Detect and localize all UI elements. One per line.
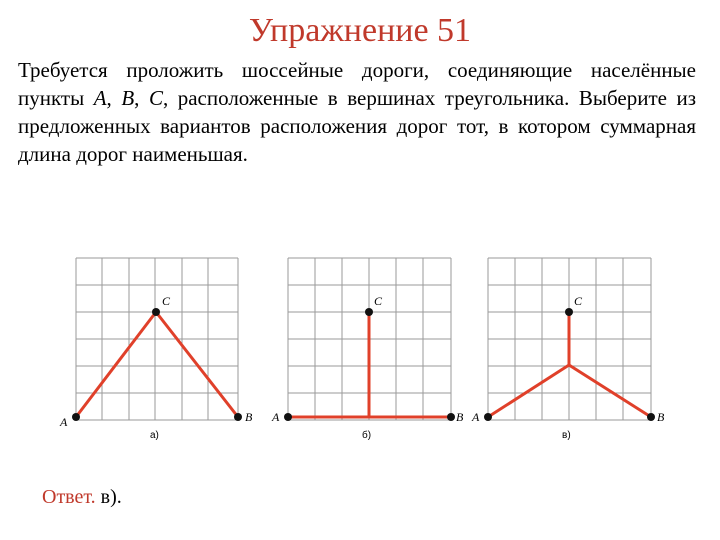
variable-letter: B	[121, 86, 135, 110]
label-a: A	[60, 415, 68, 429]
point-a	[284, 413, 292, 421]
caption-c: в)	[562, 430, 571, 441]
point-c	[152, 308, 160, 316]
label-b: B	[657, 410, 665, 424]
variable-letter: C	[148, 86, 163, 110]
roads	[288, 312, 451, 417]
label-a: A	[272, 410, 280, 424]
point-a	[72, 413, 80, 421]
point-c	[365, 308, 373, 316]
label-c: C	[574, 294, 583, 308]
page-title: Упражнение 51	[248, 12, 472, 49]
caption-b: б)	[362, 430, 372, 441]
answer-label: Ответ.	[42, 486, 96, 508]
grid	[76, 258, 238, 420]
diagram-b	[271, 258, 464, 441]
label-b: B	[245, 410, 253, 424]
answer	[42, 484, 122, 510]
problem-text-segment: ,	[106, 86, 122, 110]
problem-text-segment: Требуется проложить шоссейные дороги, соединяющие населённые пункты	[18, 58, 696, 110]
point-b	[234, 413, 242, 421]
label-c: C	[162, 294, 171, 308]
answer-value: в).	[95, 486, 122, 508]
label-a: A	[472, 410, 480, 424]
diagram-a	[59, 258, 253, 441]
variable-letter: A	[93, 86, 107, 110]
point-b	[647, 413, 655, 421]
label-b: B	[456, 410, 464, 424]
diagram-c	[471, 258, 665, 441]
label-c: C	[374, 294, 383, 308]
caption-a: а)	[150, 430, 159, 441]
point-a	[484, 413, 492, 421]
diagrams	[0, 250, 720, 450]
problem-text-segment: , расположенные в вершинах треугольника. Выберите из предложенных вариантов расположения дорог тот, в котором суммарная длина дорог наименьшая.	[18, 86, 697, 166]
point-c	[565, 308, 573, 316]
point-b	[447, 413, 455, 421]
problem-text-segment: ,	[134, 86, 149, 110]
roads	[76, 312, 238, 417]
problem-text	[18, 56, 696, 168]
